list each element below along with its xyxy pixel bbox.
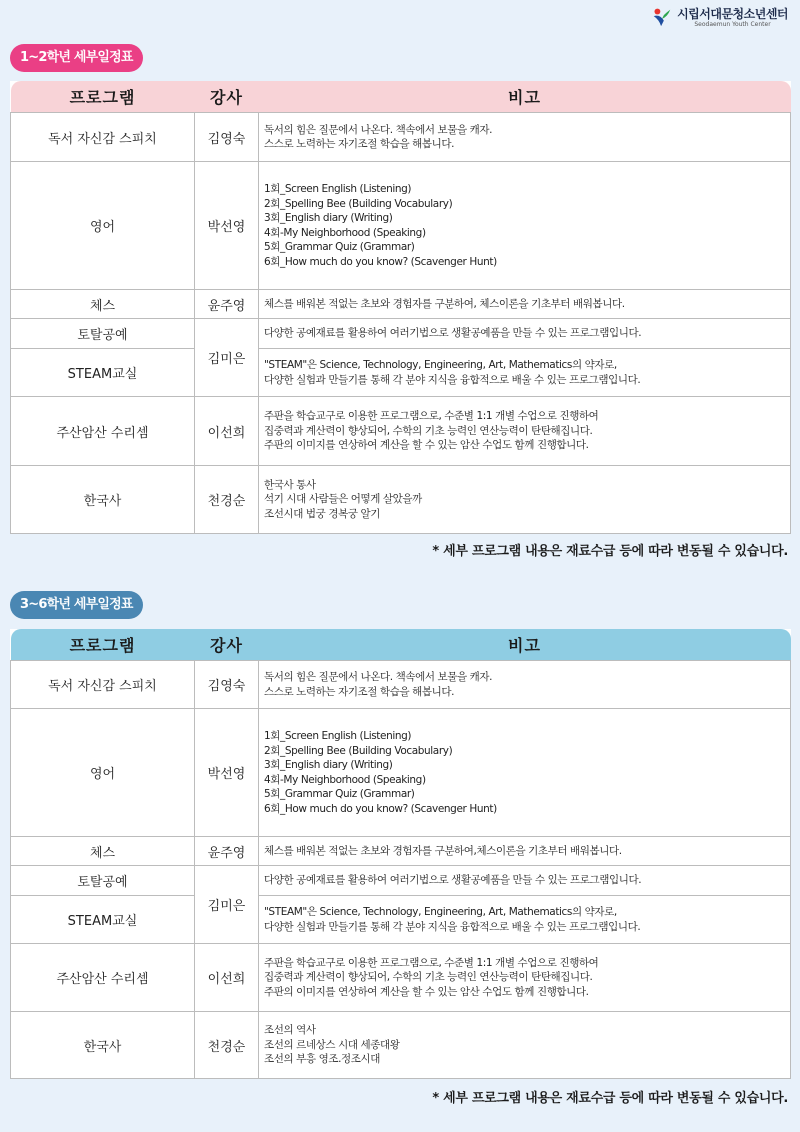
instructor-name: 윤주영 <box>195 290 259 319</box>
program-name: STEAM교실 <box>11 896 195 944</box>
center-logo <box>651 6 788 28</box>
note-line: 3회_English diary (Writing) <box>264 759 393 771</box>
table-row <box>11 162 791 290</box>
section-badge: 3~6학년 세부일정표 <box>10 591 143 619</box>
program-name: 토탈공예 <box>11 319 195 349</box>
note-line: 6회_How much do you know? (Scavenger Hunt) <box>264 255 497 268</box>
program-name: 체스 <box>11 290 195 319</box>
note-line: 체스를 배워본 적없는 초보와 경험자를 구분하여,체스이론을 기초부터 배워봅니다. <box>264 844 622 857</box>
program-name: 한국사 <box>11 1012 195 1079</box>
program-note <box>259 896 791 944</box>
program-name: 영어 <box>11 709 195 837</box>
table-row <box>11 896 791 944</box>
note-line: "STEAM"은 Science, Technology, Engineering, Art, Mathematics의 약자로, <box>264 359 617 371</box>
note-line: 주판을 학습교구로 이용한 프로그램으로, 수준별 1:1 개별 수업으로 진행하여 <box>264 410 599 423</box>
schedule-table <box>10 81 791 534</box>
instructor-name: 김영숙 <box>195 661 259 709</box>
header-instructor: 강사 <box>195 81 259 113</box>
note-line: 2회_Spelling Bee (Building Vocabulary) <box>264 197 453 210</box>
instructor-name: 김미은 <box>195 866 259 944</box>
note-line: 스스로 노력하는 자기조절 학습을 해봅니다. <box>264 138 455 150</box>
program-note <box>259 466 791 534</box>
note-line: 독서의 힘은 질문에서 나온다. 책속에서 보물을 캐자. <box>264 671 493 683</box>
note-line: 5회_Grammar Quiz (Grammar) <box>264 241 415 253</box>
note-line: 한국사 통사 <box>264 478 316 491</box>
header-instructor: 강사 <box>195 629 259 661</box>
header-note: 비고 <box>259 81 791 113</box>
table-row <box>11 290 791 319</box>
instructor-name: 박선영 <box>195 709 259 837</box>
note-line: 다양한 공예재료를 활용하여 여러기법으로 생활공예품을 만들 수 있는 프로그램입니다. <box>264 874 642 887</box>
program-name: 독서 자신감 스피치 <box>11 113 195 162</box>
program-note <box>259 319 791 349</box>
note-line: 다양한 공예재료를 활용하여 여러기법으로 생활공예품을 만들 수 있는 프로그램입니다. <box>264 327 642 340</box>
program-note <box>259 113 791 162</box>
note-line: 석기 시대 사람들은 어떻게 살았을까 <box>264 493 422 506</box>
table-header-row <box>11 629 791 661</box>
table-row <box>11 319 791 349</box>
program-note <box>259 709 791 837</box>
table-row <box>11 1012 791 1079</box>
instructor-name: 김영숙 <box>195 113 259 162</box>
table-row <box>11 349 791 397</box>
note-line: 1회_Screen English (Listening) <box>264 730 412 742</box>
instructor-name: 천경순 <box>195 466 259 534</box>
note-line: 4회-My Neighborhood (Speaking) <box>264 773 426 786</box>
instructor-name: 윤주영 <box>195 837 259 866</box>
program-note <box>259 661 791 709</box>
note-line: 5회_Grammar Quiz (Grammar) <box>264 788 415 800</box>
note-line: 조선의 역사 <box>264 1024 316 1037</box>
note-line: 4회-My Neighborhood (Speaking) <box>264 226 426 239</box>
program-name: 영어 <box>11 162 195 290</box>
note-line: 주판의 이미지를 연상하여 계산을 할 수 있는 암산 수업도 함께 진행합니다. <box>264 985 589 998</box>
note-line: 독서의 힘은 질문에서 나온다. 책속에서 보물을 캐자. <box>264 123 493 136</box>
program-name: 체스 <box>11 837 195 866</box>
table-header-row <box>11 81 791 113</box>
program-name: 주산암산 수리셈 <box>11 944 195 1012</box>
youth-center-logo-icon <box>651 6 673 28</box>
header-program: 프로그램 <box>11 629 195 661</box>
table-row <box>11 837 791 866</box>
instructor-name: 천경순 <box>195 1012 259 1079</box>
note-line: 주판의 이미지를 연상하여 계산을 할 수 있는 암산 수업도 함께 진행합니다. <box>264 439 589 452</box>
program-note <box>259 1012 791 1079</box>
note-line: 조선의 르네상스 시대 세종대왕 <box>264 1038 400 1051</box>
note-line: "STEAM"은 Science, Technology, Engineering, Art, Mathematics의 약자로, <box>264 906 617 918</box>
note-line: 집중력과 계산력이 향상되어, 수학의 기초 능력인 연산능력이 탄탄해집니다. <box>264 971 593 984</box>
footnote: * 세부 프로그램 내용은 재료수급 등에 따라 변동될 수 있습니다. <box>432 544 788 559</box>
instructor-name: 김미은 <box>195 319 259 397</box>
program-note <box>259 397 791 466</box>
header-note: 비고 <box>259 629 791 661</box>
note-line: 3회_English diary (Writing) <box>264 212 393 224</box>
instructor-name: 이선희 <box>195 397 259 466</box>
header-program: 프로그램 <box>11 81 195 113</box>
program-name: 주산암산 수리셈 <box>11 397 195 466</box>
footnote: * 세부 프로그램 내용은 재료수급 등에 따라 변동될 수 있습니다. <box>432 1091 788 1106</box>
logo-english-name: Seodaemun Youth Center <box>694 20 771 28</box>
schedule-table <box>10 629 791 1079</box>
program-note <box>259 866 791 896</box>
table-row <box>11 661 791 709</box>
note-line: 주판을 학습교구로 이용한 프로그램으로, 수준별 1:1 개별 수업으로 진행하여 <box>264 956 599 969</box>
instructor-name: 이선희 <box>195 944 259 1012</box>
program-note <box>259 944 791 1012</box>
note-line: 1회_Screen English (Listening) <box>264 183 412 195</box>
section-badge: 1~2학년 세부일정표 <box>10 44 143 72</box>
note-line: 다양한 실험과 만들기를 통해 각 분야 지식을 융합적으로 배울 수 있는 프로그램입니다. <box>264 373 641 386</box>
note-line: 다양한 실험과 만들기를 통해 각 분야 지식을 융합적으로 배울 수 있는 프로그램입니다. <box>264 920 641 933</box>
program-name: 한국사 <box>11 466 195 534</box>
program-name: 독서 자신감 스피치 <box>11 661 195 709</box>
note-line: 스스로 노력하는 자기조절 학습을 해봅니다. <box>264 685 455 698</box>
note-line: 2회_Spelling Bee (Building Vocabulary) <box>264 744 453 757</box>
table-row <box>11 466 791 534</box>
table-row <box>11 944 791 1012</box>
program-name: 토탈공예 <box>11 866 195 896</box>
program-note <box>259 162 791 290</box>
program-note <box>259 349 791 397</box>
logo-name: 시립서대문청소년센터 <box>677 6 788 21</box>
note-line: 체스를 배워본 적없는 초보와 경험자를 구분하여, 체스이론을 기초부터 배워봅니다. <box>264 297 625 310</box>
table-row <box>11 709 791 837</box>
note-line: 조선시대 법궁 경복궁 알기 <box>264 507 380 520</box>
note-line: 6회_How much do you know? (Scavenger Hunt) <box>264 802 497 815</box>
table-row <box>11 866 791 896</box>
instructor-name: 박선영 <box>195 162 259 290</box>
note-line: 집중력과 계산력이 향상되어, 수학의 기초 능력인 연산능력이 탄탄해집니다. <box>264 424 593 437</box>
table-row <box>11 397 791 466</box>
program-note <box>259 290 791 319</box>
program-name: STEAM교실 <box>11 349 195 397</box>
table-row <box>11 113 791 162</box>
program-note <box>259 837 791 866</box>
note-line: 조선의 부흥 영조.정조시대 <box>264 1053 380 1066</box>
